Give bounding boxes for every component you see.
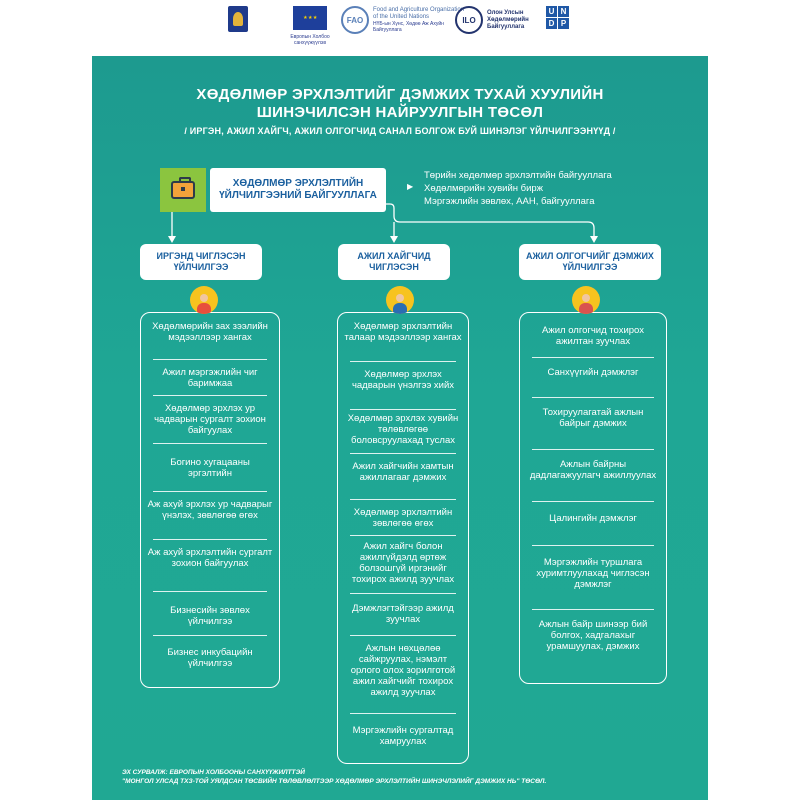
divider [532,449,654,450]
org-type-item: Мэргэжлийн зөвлөх, ААН, байгууллага [424,196,595,207]
list-item: Богино хугацааны эргэлтийн [170,457,250,479]
list-item: Ажил олгогчид тохирох ажилтан зуучлах [542,325,644,347]
divider [153,491,267,492]
footer-line-1: ЭХ СУРВАЛЖ: ЕВРОПЫН ХОЛБООНЫ САНХҮҮЖИЛТТЭЙ [122,769,305,776]
fao-caption: НҮБ-ын Хүнс, Хөдөө Аж Ахуйн Байгууллага [373,21,444,33]
list-item: Хөдөлмөр эрхлэх хувийн төлөвлөгөө боловсруулахад туслах [347,413,459,446]
undp-letter: N [558,6,569,17]
list-item: Хөдөлмөрийн зах зээлийн мэдээллээр хангах [152,321,268,343]
list-item: Ажил мэргэжлийн чиг баримжаа [162,367,258,389]
list-item: Мэргэжлийн сургалтад хамруулах [352,725,454,747]
divider [532,609,654,610]
employer-avatar-icon [572,286,600,314]
list-item: Хөдөлмөр эрхлэх ур чадварын сургалт зохион байгуулах [154,403,266,436]
column-header-job-seekers: АЖИЛ ХАЙГЧИД ЧИГЛЭСЭН [338,244,450,280]
divider [532,545,654,546]
title-line-2: ШИНЭЧИЛСЭН НАЙРУУЛГЫН ТӨСӨЛ [256,104,544,121]
divider [350,593,456,594]
org-label: ХӨДӨЛМӨР ЭРХЛЭЛТИЙН ҮЙЛЧИЛГЭЭНИЙ БАЙГУУЛЛАГА [210,168,386,212]
job-seekers-avatar-icon [386,286,414,314]
fao-name: Food and Agriculture Organization of the United Nations [373,7,465,20]
list-item: Ажлын байр шинээр бий болгох, хадгалахыг урамшуулах, дэмжих [538,619,648,652]
org-types-list [424,169,612,208]
ilo-logo [455,6,537,34]
eu-flag-icon: ★ ★ ★ [293,6,327,30]
list-item: Цалингийн дэмжлэг [549,513,637,524]
divider [350,409,456,410]
briefcase-icon [171,181,195,199]
play-arrow-icon: ▶ [407,182,414,191]
divider [350,535,456,536]
soyombo-icon [228,6,248,32]
title-line-1: ХӨДӨЛМӨР ЭРХЛЭЛТИЙГ ДЭМЖИХ ТУХАЙ ХУУЛИЙН [196,86,604,103]
divider [532,357,654,358]
org-type-item: Хөдөлмөрийн хувийн бирж [424,183,544,194]
footer-line-2: "МОНГОЛ УЛСАД ТХЗ-ТОЙ УЯЛДСАН ТӨСВИЙН ТӨЛӨВЛӨЛТЭЭР ХӨДӨЛМӨР ЭРХЛЭЛТИЙН ШИНЭЧЛЭЛИЙГ ДЭМЖИХ НЬ" ТӨСӨЛ. [122,778,547,785]
divider [532,397,654,398]
divider [153,395,267,396]
list-item: Санхүүгийн дэмжлэг [547,367,639,378]
undp-logo [546,6,569,29]
undp-letter: U [546,6,557,17]
briefcase-icon-box [160,168,206,212]
divider [350,499,456,500]
divider [153,359,267,360]
divider [153,539,267,540]
list-item: Тохируулагатай ажлын байрыг дэмжих [542,407,644,429]
divider [350,361,456,362]
list-item: Ажлын нөхцөлөө сайжруулах, нэмэлт орлого олох зорилготой ажил хайгчийг тохирох ажилд зуучлах [350,643,456,698]
list-item: Ажил хайгч болон ажилгүйдэлд өртөж болзошгүй иргэнийг тохирох ажилд зуучлах [351,541,455,585]
employer-services-list [519,312,667,684]
list-item: Аж ахуй эрхлэх ур чадварыг үнэлэх, зөвлөгөө өгөх [147,499,273,521]
employment-service-org-box [160,168,386,212]
divider [350,453,456,454]
column-header-employers: АЖИЛ ОЛГОГЧИЙГ ДЭМЖИХ ҮЙЛЧИЛГЭЭ [519,244,661,280]
infographic-panel [92,56,708,800]
undp-letter: P [558,18,569,29]
undp-letter: D [546,18,557,29]
list-item: Мэргэжлийн туршлага хуримтлуулахад чиглэсэн дэмжлэг [536,557,650,590]
list-item: Хөдөлмөр эрхлэх чадварын үнэлгээ хийх [351,369,455,391]
column-header-citizens: ИРГЭНД ЧИГЛЭСЭН ҮЙЛЧИЛГЭЭ [140,244,262,280]
subtitle: / ИРГЭН, АЖИЛ ХАЙГЧ, АЖИЛ ОЛГОГЧИД САНАЛ БОЛГОЖ БУЙ ШИНЭЛЭГ ҮЙЛЧИЛГЭЭНҮҮД / [184,126,616,136]
list-item: Бизнесийн зөвлөх үйлчилгээ [170,605,250,627]
list-item: Аж ахуй эрхлэлтийн сургалт зохион байгуулах [147,547,273,569]
list-item: Хөдөлмөр эрхлэлтийн зөвлөгөө өгөх [353,507,453,529]
divider [350,635,456,636]
list-item: Ажлын байрны дадлагажуулагч ажиллуулах [529,459,657,481]
mongolia-emblem-logo [228,6,248,32]
divider [532,501,654,502]
source-footer [122,768,546,786]
list-item: Дэмжлэгтэйгээр ажилд зуучлах [352,603,454,625]
job-seeker-services-list [337,312,469,764]
divider [153,635,267,636]
citizen-avatar-icon [190,286,218,314]
logo-strip [0,0,800,56]
list-item: Ажил хайгчийн хамтын ажиллагааг дэмжих [352,461,454,483]
list-item: Бизнес инкубацийн үйлчилгээ [167,647,253,669]
divider [153,443,267,444]
fao-logo [341,6,465,34]
ilo-seal-icon: ILO [455,6,483,34]
ilo-name: Олон Улсын Хөдөлмөрийн Байгууллага [487,9,529,30]
fao-seal-icon: FAO [341,6,369,34]
eu-caption: Европын Холбоо санхүүжүүлэв [290,34,330,46]
list-item: Хөдөлмөр эрхлэлтийн талаар мэдээллээр хангах [344,321,462,343]
divider [350,713,456,714]
org-type-item: Төрийн хөдөлмөр эрхлэлтийн байгууллага [424,170,612,181]
divider [153,591,267,592]
eu-logo [280,6,340,46]
citizen-services-list [140,312,280,688]
